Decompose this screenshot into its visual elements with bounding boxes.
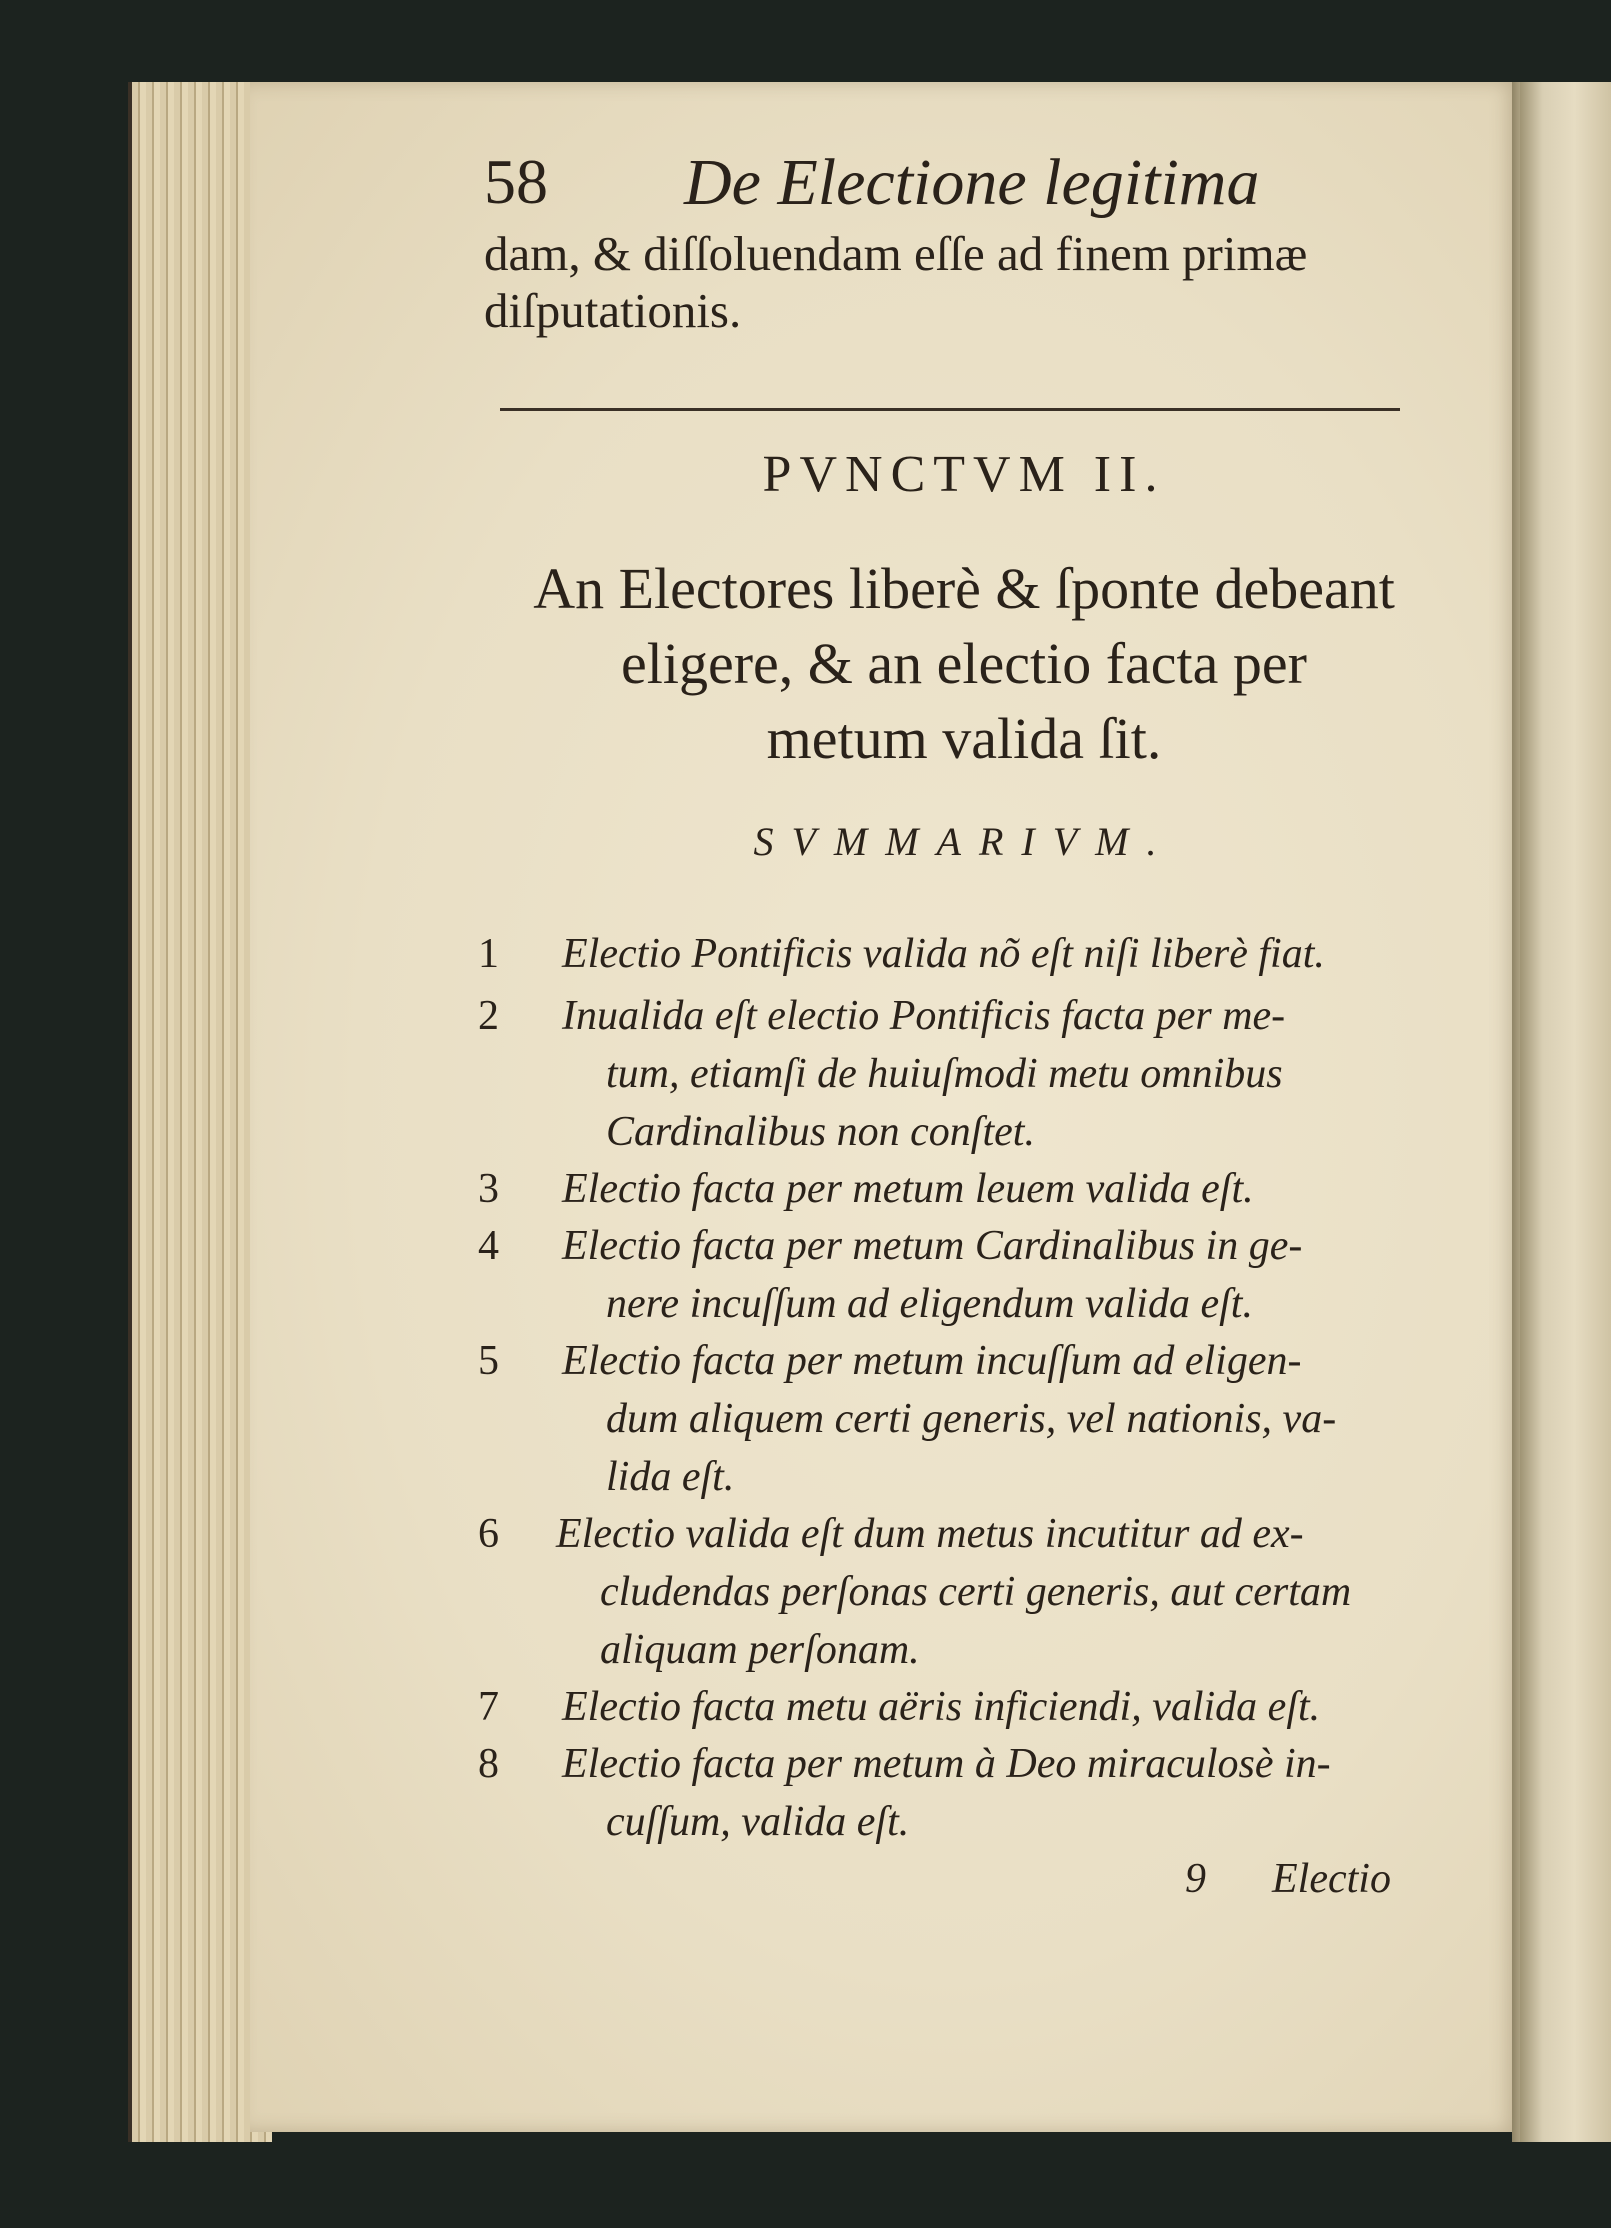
- item-line: Electio valida eſt dum metus incutitur ad ex-: [556, 1511, 1304, 1557]
- intro-line: dam, & diſſoluendam eſſe ad finem primæ: [484, 226, 1308, 281]
- item-line: cuſſum, valida eſt.: [606, 1799, 910, 1845]
- title-line: eligere, & an electio facta per: [621, 631, 1307, 696]
- title-line: An Electores liberè & ſponte debeant: [533, 556, 1395, 621]
- catchword: Electio: [1272, 1856, 1391, 1902]
- item-number: 1: [478, 931, 499, 977]
- running-title: De Electione legitima: [684, 146, 1260, 219]
- summary-label: SVMMARIVM.: [753, 819, 1175, 864]
- item-line: nere incuſſum ad eligendum valida eſt.: [606, 1281, 1253, 1327]
- section-heading: PVNCTVM II.: [762, 446, 1166, 503]
- item-number: 8: [478, 1741, 499, 1787]
- divider-rule: [500, 408, 1400, 411]
- item-line: Cardinalibus non conſtet.: [606, 1109, 1035, 1155]
- item-line: tum, etiamſi de huiuſmodi metu omnibus: [606, 1051, 1283, 1097]
- page-header: [484, 145, 1384, 225]
- item-line: Inualida eſt electio Pontificis facta per me-: [562, 993, 1286, 1039]
- item-line: cludendas perſonas certi generis, aut certam: [600, 1569, 1352, 1615]
- title-line: metum valida ſit.: [766, 706, 1162, 771]
- item-line: lida eſt.: [606, 1454, 735, 1500]
- item-line: Electio facta metu aëris inficiendi, valida eſt.: [562, 1684, 1321, 1730]
- item-line: Electio facta per metum incuſſum ad eligen-: [562, 1338, 1302, 1384]
- item-line: Electio facta per metum à Deo miraculosè in-: [562, 1741, 1331, 1787]
- item-number: 6: [478, 1511, 499, 1557]
- item-line: Electio facta per metum Cardinalibus in ge-: [562, 1223, 1303, 1269]
- item-line: Electio Pontificis valida nõ eſt niſi liberè fiat.: [562, 931, 1325, 977]
- catchword-number: 9: [1185, 1856, 1206, 1902]
- item-line: dum aliquem certi generis, vel nationis, va-: [606, 1396, 1337, 1442]
- item-number: 4: [478, 1223, 499, 1269]
- item-line: Electio facta per metum leuem valida eſt.: [562, 1166, 1254, 1212]
- item-line: aliquam perſonam.: [600, 1627, 920, 1673]
- item-number: 7: [478, 1684, 499, 1730]
- page-number: 58: [484, 146, 548, 217]
- item-number: 2: [478, 993, 499, 1039]
- item-number: 5: [478, 1338, 499, 1384]
- item-number: 3: [478, 1166, 499, 1212]
- intro-line: diſputationis.: [484, 283, 742, 338]
- facing-page-edge: [1520, 82, 1611, 2142]
